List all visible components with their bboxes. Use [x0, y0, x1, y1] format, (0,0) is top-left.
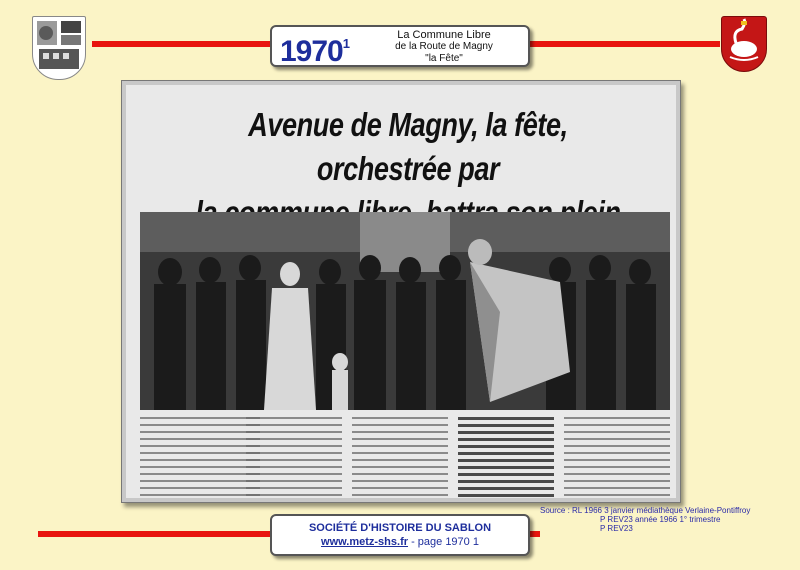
footer-line [272, 535, 528, 549]
header-bar-right [530, 41, 720, 47]
text-column-2 [246, 417, 342, 498]
source-line-2: P REV23 année 1966 1° trimestre [600, 515, 721, 524]
page-label: - page 1970 1 [408, 536, 479, 548]
group-photo [140, 212, 670, 410]
header-line-2: de la Route de Magny [395, 41, 493, 52]
source-line-3: P REV23 [600, 524, 633, 533]
header-title [364, 29, 524, 65]
article-text-columns [140, 417, 670, 498]
header-line-1: La Commune Libre [397, 29, 491, 41]
footer-bar-right [530, 531, 540, 537]
source-citation [540, 506, 790, 533]
newspaper-clipping [121, 80, 681, 503]
footer-bar-left [38, 531, 272, 537]
metz-crest-icon [721, 16, 767, 72]
sablon-crest-icon [32, 16, 86, 80]
society-name: SOCIÉTÉ D'HISTOIRE DU SABLON [308, 522, 492, 534]
text-column-1 [140, 417, 260, 498]
source-line-1: Source : RL 1966 3 janvier médiathèque Verlaine-Pontiffroy [540, 506, 751, 515]
website-link[interactable]: www.metz-shs.fr [321, 536, 409, 548]
page-footer [270, 514, 530, 556]
year-label: 1970$^1$ [280, 35, 349, 68]
header-bar-left [92, 41, 272, 47]
text-column-3 [352, 417, 448, 498]
text-column-4 [458, 417, 554, 498]
headline-line-1: Avenue de Magny, la fête, orchestrée par [248, 106, 568, 187]
header-line-3: "la Fête" [425, 53, 463, 64]
page-header [270, 25, 530, 67]
year-superscript: 1 [342, 36, 349, 51]
clipping-content [126, 85, 676, 498]
text-column-5 [564, 417, 670, 498]
